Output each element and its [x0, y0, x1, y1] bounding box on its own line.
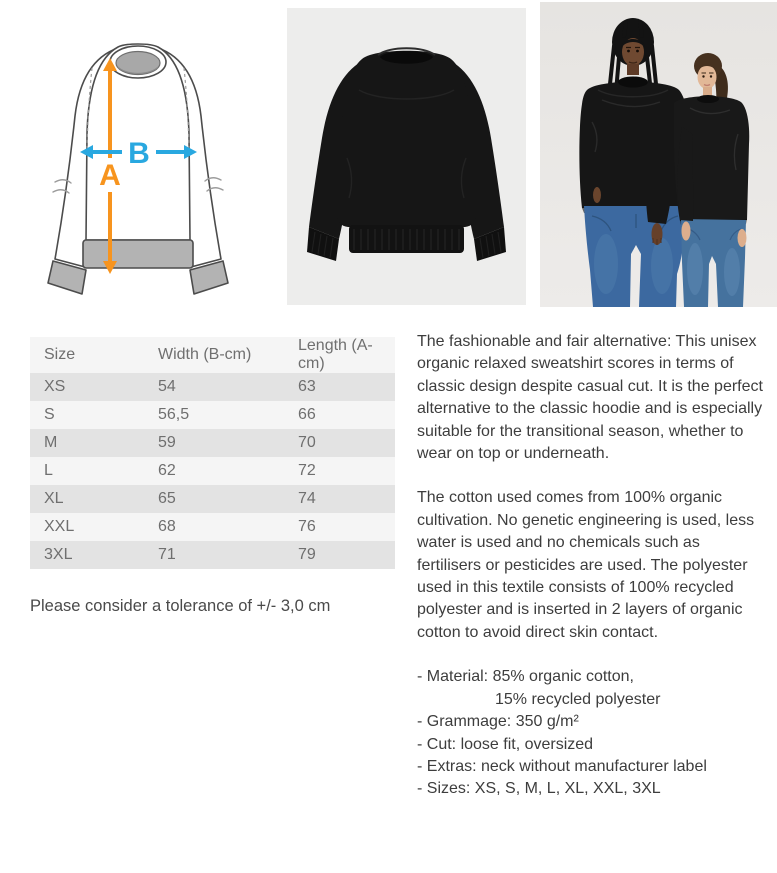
- spec-extras: - Extras: neck without manufacturer label: [417, 757, 707, 775]
- two-models-image: [540, 2, 777, 307]
- size-cell: S: [30, 401, 144, 429]
- tolerance-note: Please consider a tolerance of +/- 3,0 cm: [30, 596, 331, 615]
- width-label-b: B: [128, 137, 150, 170]
- length-cell: 76: [284, 513, 395, 541]
- product-photo-flat: [287, 8, 526, 305]
- table-row: [30, 401, 395, 429]
- spec-material: - Material: 85% organic cotton,: [417, 668, 634, 686]
- table-row: [30, 541, 395, 569]
- size-cell: XL: [30, 485, 144, 513]
- size-cell: L: [30, 457, 144, 485]
- table-row: [30, 429, 395, 457]
- spec-grammage: - Grammage: 350 g/m²: [417, 713, 579, 731]
- spec-sizes: - Sizes: XS, S, M, L, XL, XXL, 3XL: [417, 780, 661, 798]
- column-header-width: Width (B-cm): [144, 337, 284, 373]
- length-cell: 79: [284, 541, 395, 569]
- spec-material-cont: 15% recycled polyester: [495, 690, 661, 708]
- length-cell: 63: [284, 373, 395, 401]
- column-header-size: Size: [30, 337, 144, 373]
- table-row: [30, 457, 395, 485]
- sweatshirt-outline-drawing: [30, 32, 268, 300]
- size-table-header-row: [30, 337, 395, 373]
- width-cell: 56,5: [144, 401, 284, 429]
- description-paragraph-1: The fashionable and fair alternative: This unisex organic relaxed sweatshirt scores in terms of classic design despite casual cut. It is the perfect alternative to the classic hoodie and is especially suitable for the transitional season, whether to wear on top or underneath.: [417, 333, 763, 463]
- product-photo-models: [540, 2, 777, 307]
- table-row: [30, 373, 395, 401]
- length-cell: 74: [284, 485, 395, 513]
- length-label-a: A: [99, 159, 121, 192]
- black-sweatshirt-image: [287, 8, 526, 305]
- female-hand: [682, 222, 691, 241]
- table-row: [30, 485, 395, 513]
- product-description: [417, 331, 765, 801]
- size-cell: 3XL: [30, 541, 144, 569]
- width-cell: 68: [144, 513, 284, 541]
- column-header-length: Length (A-cm): [284, 337, 395, 373]
- length-cell: 66: [284, 401, 395, 429]
- table-row: [30, 513, 395, 541]
- size-cell: M: [30, 429, 144, 457]
- length-cell: 70: [284, 429, 395, 457]
- spec-cut: - Cut: loose fit, oversized: [417, 735, 594, 753]
- description-paragraph-2: The cotton used comes from 100% organic cultivation. No genetic engineering is used, less water is used and no chemicals such as fertilisers or pesticides are used. The polyester used in this textile consists of 100% recycled polyester and is inserted in 2 layers of organic cotton to avoid direct skin contact.: [417, 489, 755, 641]
- width-cell: 54: [144, 373, 284, 401]
- size-cell: XS: [30, 373, 144, 401]
- size-measurement-diagram: [30, 32, 268, 300]
- length-cell: 72: [284, 457, 395, 485]
- width-cell: 65: [144, 485, 284, 513]
- size-table: [30, 337, 395, 569]
- width-cell: 59: [144, 429, 284, 457]
- width-cell: 62: [144, 457, 284, 485]
- size-cell: XXL: [30, 513, 144, 541]
- product-spec-list: [417, 666, 765, 800]
- width-cell: 71: [144, 541, 284, 569]
